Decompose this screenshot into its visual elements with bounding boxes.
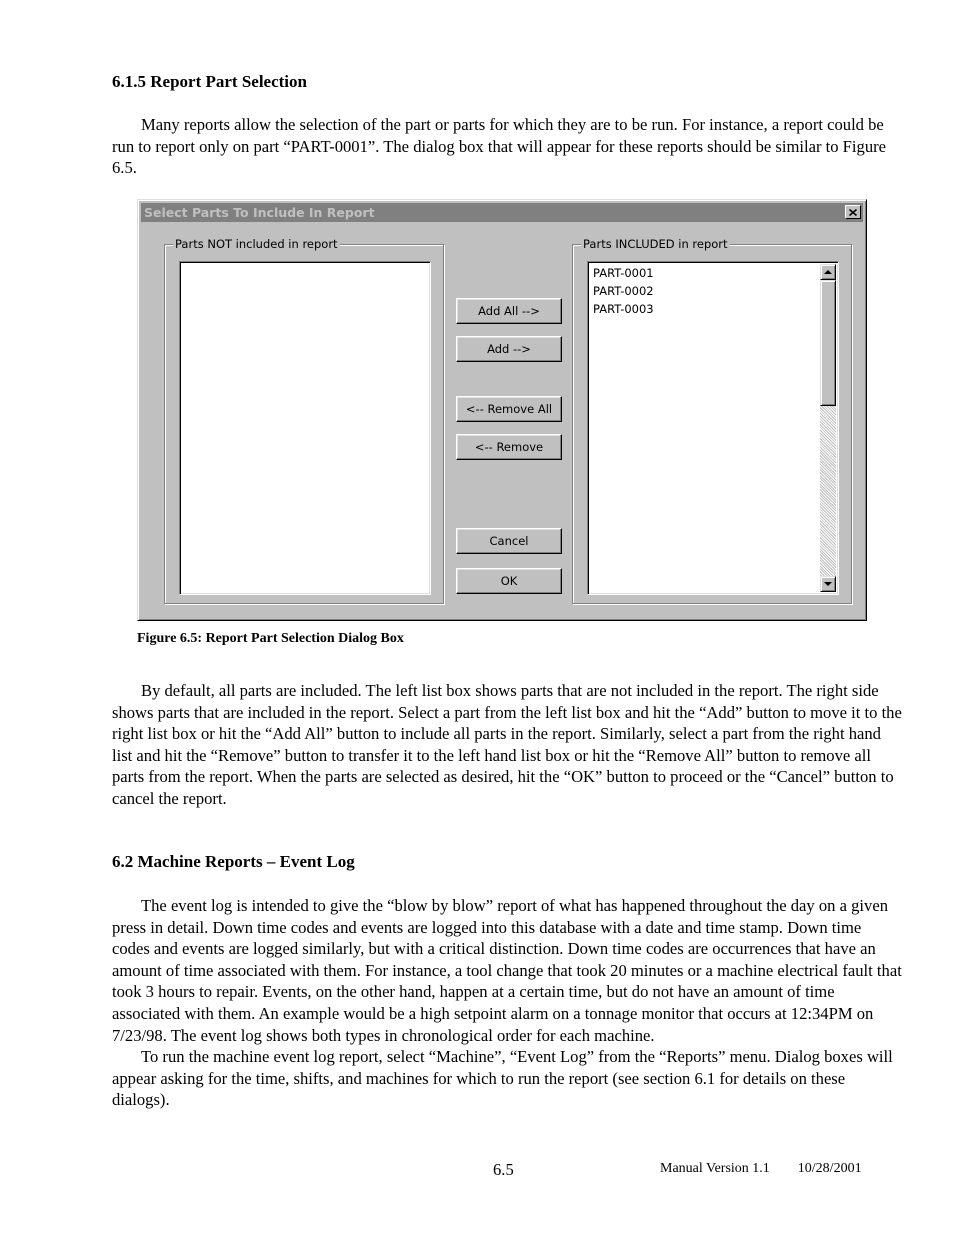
parts-included-scrollbar[interactable] [820, 264, 836, 592]
after-figure-paragraph: By default, all parts are included. The left list box shows parts that are not included in the report. The right side shows parts that are included in the report. Select a part from the left list box and hit the “Add” button to move it to the right list box or hit the “Add All” button to include all parts in the report. Similarly, select a part from the right hand list and hit the “Remove” button to transfer it to the left hand list box or hit the “Remove All” button to remove all parts from the report. When the parts are selected as desired, hit the “OK” button to proceed or the “Cancel” button to cancel the report. [112, 681, 902, 808]
section-615-paragraph [112, 114, 902, 179]
page-number: 6.5 [493, 1160, 514, 1179]
parts-not-included-list[interactable] [179, 261, 431, 595]
remove-all-button[interactable]: <-- Remove All [456, 396, 562, 422]
list-item[interactable]: PART-0002 [593, 284, 654, 298]
list-item[interactable]: PART-0001 [593, 266, 654, 280]
parts-included-label: Parts INCLUDED in report [583, 237, 728, 251]
arrow-up-icon [824, 270, 832, 274]
close-button[interactable] [845, 205, 861, 219]
section-heading-62: 6.2 Machine Reports – Event Log [112, 852, 355, 871]
scroll-down-button[interactable] [820, 576, 836, 592]
manual-version: Manual Version 1.1 10/28/2001 [660, 1161, 862, 1176]
remove-button[interactable]: <-- Remove [456, 434, 562, 460]
section-62-body [112, 895, 902, 1111]
list-item[interactable]: PART-0003 [593, 302, 654, 316]
parts-included-group [572, 237, 852, 604]
dialog-titlebar [141, 203, 863, 222]
intro-paragraph: Many reports allow the selection of the part or parts for which they are to be run. For instance, a report could be run to report only on part “PART-0001”. The dialog box that will appear for these reports should be similar to Figure 6.5. [112, 115, 887, 178]
figure-caption: Figure 6.5: Report Part Selection Dialog Box [137, 631, 404, 646]
after-figure-section [112, 680, 902, 810]
scroll-thumb[interactable] [820, 280, 836, 406]
dialog-title: Select Parts To Include In Report [144, 205, 375, 220]
select-parts-dialog [137, 199, 867, 621]
parts-not-included-label: Parts NOT included in report [175, 237, 338, 251]
event-log-paragraph-1: The event log is intended to give the “blow by blow” report of what has happened throughout the day on a given press in detail. Down time codes and events are logged into this database with a date and time stamp. Down time codes and events are logged similarly, but with a critical distinction. Down time codes are occurrences that have an amount of time associated with them. For instance, a tool change that took 20 minutes or a machine electrical fault that took 3 hours to repair. Events, on the other hand, happen at a certain time, but do not have an amount of time associated with them. An example would be a high setpoint alarm on a tonnage monitor that occurs at 12:34PM on 7/23/98. The event log shows both types in chronological order for each machine. [112, 896, 902, 1045]
parts-included-list[interactable] [587, 261, 839, 595]
cancel-button[interactable]: Cancel [456, 528, 562, 554]
parts-not-included-group [164, 237, 444, 604]
close-icon [849, 209, 857, 216]
event-log-paragraph-2: To run the machine event log report, select “Machine”, “Event Log” from the “Reports” menu. Dialog boxes will appear asking for the time, shifts, and machines for which to run the report (see section 6.1 for details on these dialogs). [112, 1047, 893, 1110]
add-button[interactable]: Add --> [456, 336, 562, 362]
add-all-button[interactable]: Add All --> [456, 298, 562, 324]
ok-button[interactable]: OK [456, 568, 562, 594]
section-heading-615: 6.1.5 Report Part Selection [112, 72, 307, 91]
arrow-down-icon [824, 582, 832, 586]
scroll-up-button[interactable] [820, 264, 836, 280]
